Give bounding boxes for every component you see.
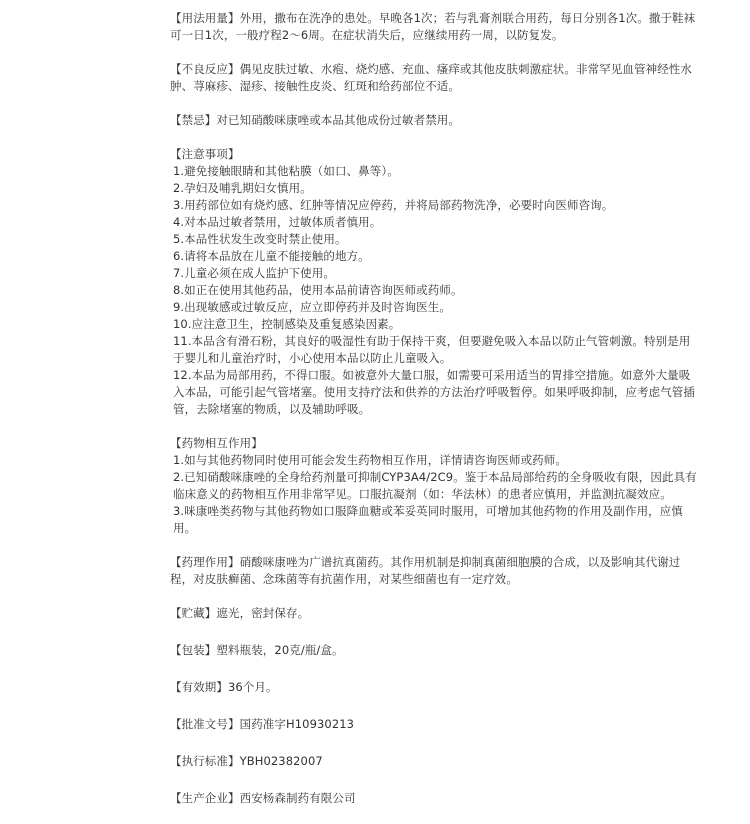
adverse-heading: 【不良反应】 [170, 62, 240, 76]
validity-heading: 【有效期】 [170, 680, 228, 694]
manufacturer-text: 西安杨森制药有限公司 [239, 791, 356, 805]
pharmacology-section [170, 554, 700, 588]
validity-section [170, 679, 700, 696]
precautions-heading: 【注意事项】 [170, 147, 240, 161]
approval-text: 国药准字H10930213 [239, 717, 355, 731]
precaution-item: 3.用药部位如有烧灼感、红肿等情况应停药，并将局部药物洗净，必要时向医师咨询。 [173, 198, 614, 212]
drug-insert-document [170, 10, 700, 824]
standard-text: YBH02382007 [239, 754, 323, 768]
adverse-reactions-section [170, 61, 700, 95]
precaution-item: 10.应注意卫生，控制感染及重复感染因素。 [173, 317, 401, 331]
packaging-section [170, 642, 700, 659]
precautions-section [170, 146, 700, 418]
interactions-heading: 【药物相互作用】 [170, 436, 263, 450]
pharmacology-heading: 【药理作用】 [170, 555, 240, 569]
storage-heading: 【贮藏】 [170, 606, 217, 620]
precaution-item: 8.如正在使用其他药品，使用本品前请咨询医师或药师。 [173, 283, 463, 297]
contraindications-text: 对已知硝酸咪康唑或本品其他成份过敏者禁用。 [216, 113, 461, 127]
approval-section [170, 716, 700, 733]
storage-section [170, 605, 700, 622]
standard-section [170, 753, 700, 770]
packaging-heading: 【包装】 [170, 643, 217, 657]
contraindications-section [170, 112, 700, 129]
interaction-item: 3.咪康唑类药物与其他药物如口服降血糖或苯妥英同时服用，可增加其他药物的作用及副作用，应慎用。 [173, 504, 683, 535]
adverse-text: 偶见皮肤过敏、水疱、烧灼感、充血、瘙痒或其他皮肤刺激症状。非常罕见血管神经性水肿、荨麻疹、湿疹、接触性皮炎、红斑和给药部位不适。 [170, 62, 693, 93]
manufacturer-heading: 【生产企业】 [170, 791, 240, 805]
precaution-item: 11.本品含有滑石粉，其良好的吸湿性有助于保持干爽，但要避免吸入本品以防止气管刺激。特别是用于婴儿和儿童治疗时，小心使用本品以防止儿童吸入。 [173, 334, 691, 365]
precaution-item: 6.请将本品放在儿童不能接触的地方。 [173, 249, 370, 263]
approval-heading: 【批准文号】 [170, 717, 240, 731]
manufacturer-section [170, 790, 700, 807]
usage-section [170, 10, 700, 44]
packaging-text: 塑料瓶装，20克/瓶/盒。 [216, 643, 344, 657]
precaution-item: 5.本品性状发生改变时禁止使用。 [173, 232, 347, 246]
precaution-item: 12.本品为局部用药，不得口服。如被意外大量口服，如需要可采用适当的胃排空措施。如意外大量吸入本品，可能引起气管堵塞。使用支持疗法和供养的方法治疗呼吸暂停。如果呼吸抑制，应考虑气管插管，去除堵塞的物质，以及辅助呼吸。 [173, 368, 695, 416]
precaution-item: 4.对本品过敏者禁用，过敏体质者慎用。 [173, 215, 382, 229]
interactions-section [170, 435, 700, 537]
storage-text: 遮光，密封保存。 [216, 606, 310, 620]
usage-heading: 【用法用量】 [170, 11, 240, 25]
precaution-item: 2.孕妇及哺乳期妇女慎用。 [173, 181, 312, 195]
interaction-item: 1.如与其他药物同时使用可能会发生药物相互作用，详情请咨询医师或药师。 [173, 453, 567, 467]
contraindications-heading: 【禁忌】 [170, 113, 217, 127]
usage-text: 外用，撒布在洗净的患处。早晚各1次；若与乳膏剂联合用药，每日分别各1次。撒于鞋袜可一日1次，一般疗程2～6周。在症状消失后，应继续用药一周，以防复发。 [170, 11, 696, 42]
precaution-item: 7.儿童必须在成人监护下使用。 [173, 266, 335, 280]
interaction-item: 2.已知硝酸咪康唑的全身给药剂量可抑制CYP3A4/2C9。鉴于本品局部给药的全身吸收有限，因此具有临床意义的药物相互作用非常罕见。口服抗凝剂（如：华法林）的患者应慎用，并监测抗凝效应。 [173, 470, 697, 501]
precaution-item: 9.出现敏感或过敏反应，应立即停药并及时咨询医生。 [173, 300, 451, 314]
validity-text: 36个月。 [228, 680, 278, 694]
pharmacology-text: 硝酸咪康唑为广谱抗真菌药。其作用机制是抑制真菌细胞膜的合成，以及影响其代谢过程，对皮肤癣菌、念珠菌等有抗菌作用，对某些细菌也有一定疗效。 [170, 555, 681, 586]
standard-heading: 【执行标准】 [170, 754, 240, 768]
precaution-item: 1.避免接触眼睛和其他粘膜（如口、鼻等）。 [173, 164, 399, 178]
